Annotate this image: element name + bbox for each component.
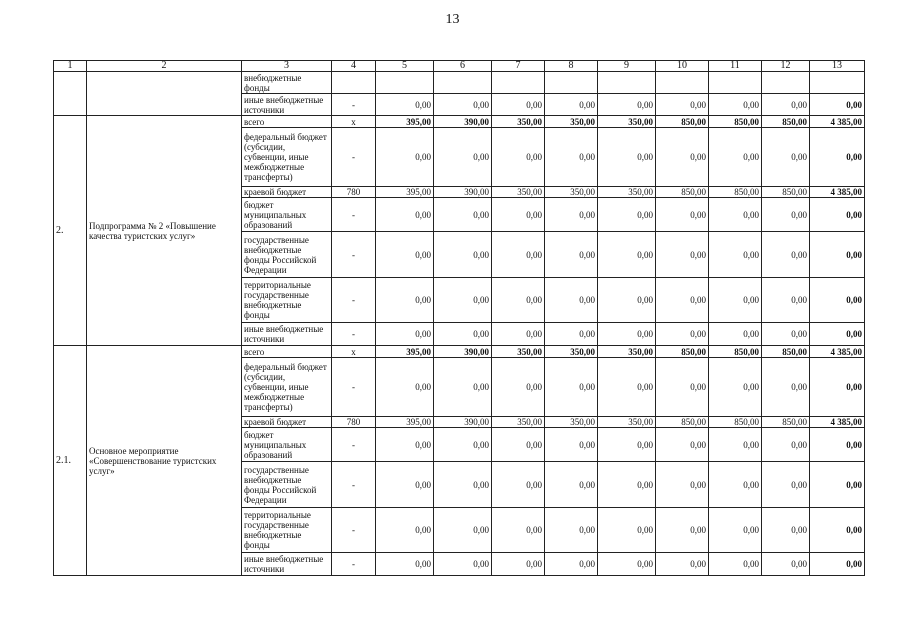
cell-value: 0,00: [434, 358, 492, 417]
cell-value: 0,00: [492, 128, 545, 187]
cell-source: иные внебюджетные источники: [242, 553, 332, 576]
cell-value: 0,00: [545, 428, 598, 462]
cell-source: краевой бюджет: [242, 187, 332, 198]
header-cell: 11: [709, 61, 762, 72]
cell-total: 0,00: [810, 198, 865, 232]
cell-value: 0,00: [709, 232, 762, 278]
cell-value: 0,00: [492, 198, 545, 232]
cell-value: 0,00: [656, 278, 709, 323]
cell-value: 0,00: [762, 128, 810, 187]
cell-value: 0,00: [545, 462, 598, 508]
cell-source: территориальные государственные внебюджетные фонды: [242, 278, 332, 323]
cell-value: 0,00: [545, 232, 598, 278]
cell-value: 0,00: [376, 462, 434, 508]
table-row: [54, 116, 865, 128]
cell-value: 0,00: [709, 462, 762, 508]
cell-value: 0,00: [492, 462, 545, 508]
cell-source: территориальные государственные внебюджетные фонды: [242, 508, 332, 553]
cell-value: 0,00: [492, 508, 545, 553]
cell-name: Основное мероприятие «Совершенствование туристских услуг»: [87, 346, 242, 576]
cell-value: [492, 72, 545, 94]
cell-value: 350,00: [598, 417, 656, 428]
cell-value: 350,00: [492, 116, 545, 128]
cell-value: 850,00: [762, 417, 810, 428]
cell-value: 0,00: [376, 278, 434, 323]
cell-total: 0,00: [810, 128, 865, 187]
cell-code: -: [332, 198, 376, 232]
cell-value: 390,00: [434, 187, 492, 198]
cell-value: 0,00: [545, 358, 598, 417]
cell-value: 0,00: [762, 94, 810, 116]
cell-value: 0,00: [709, 278, 762, 323]
cell-value: 0,00: [709, 358, 762, 417]
cell-source: иные внебюджетные источники: [242, 323, 332, 346]
cell-value: 850,00: [656, 116, 709, 128]
cell-code: -: [332, 323, 376, 346]
cell-value: 0,00: [434, 462, 492, 508]
cell-value: 0,00: [545, 94, 598, 116]
cell-value: 0,00: [434, 428, 492, 462]
cell-value: 0,00: [376, 198, 434, 232]
cell-value: 390,00: [434, 116, 492, 128]
header-cell: 12: [762, 61, 810, 72]
cell-value: 850,00: [762, 187, 810, 198]
cell-value: 0,00: [656, 232, 709, 278]
page-number: 13: [445, 12, 460, 27]
cell-value: 350,00: [545, 116, 598, 128]
cell-value: 850,00: [709, 346, 762, 358]
cell-code: -: [332, 358, 376, 417]
cell-total: 0,00: [810, 428, 865, 462]
cell-value: 0,00: [598, 358, 656, 417]
cell-value: [709, 72, 762, 94]
cell-source: иные внебюджетные источники: [242, 94, 332, 116]
cell-value: 0,00: [545, 508, 598, 553]
cell-value: 0,00: [598, 128, 656, 187]
cell-value: 0,00: [762, 358, 810, 417]
header-cell: 13: [810, 61, 865, 72]
cell-value: 0,00: [762, 278, 810, 323]
cell-code: -: [332, 278, 376, 323]
cell-value: [545, 72, 598, 94]
cell-number: 2.1.: [54, 346, 87, 576]
cell-code: -: [332, 232, 376, 278]
cell-value: 0,00: [709, 428, 762, 462]
cell-value: 350,00: [545, 417, 598, 428]
cell-code: [332, 72, 376, 94]
table-row: [54, 346, 865, 358]
cell-value: 350,00: [598, 187, 656, 198]
header-cell: 2: [87, 61, 242, 72]
cell-value: 0,00: [656, 358, 709, 417]
cell-value: 390,00: [434, 417, 492, 428]
cell-value: [762, 72, 810, 94]
cell-value: 0,00: [492, 358, 545, 417]
cell-total: 4 385,00: [810, 116, 865, 128]
cell-total: [810, 72, 865, 94]
cell-value: 0,00: [598, 508, 656, 553]
cell-value: 350,00: [598, 346, 656, 358]
cell-value: 0,00: [656, 553, 709, 576]
cell-value: 0,00: [376, 323, 434, 346]
cell-value: 0,00: [376, 128, 434, 187]
cell-value: 0,00: [709, 508, 762, 553]
cell-value: 0,00: [434, 508, 492, 553]
cell-value: 350,00: [545, 346, 598, 358]
cell-value: [656, 72, 709, 94]
cell-source: государственные внебюджетные фонды Российской Федерации: [242, 232, 332, 278]
cell-name: Подпрограмма № 2 «Повышение качества туристских услуг»: [87, 116, 242, 346]
cell-value: 0,00: [434, 94, 492, 116]
cell-code: -: [332, 428, 376, 462]
cell-value: 0,00: [598, 232, 656, 278]
cell-value: 395,00: [376, 116, 434, 128]
table-body: [54, 61, 865, 576]
cell-value: 0,00: [434, 323, 492, 346]
cell-value: 0,00: [492, 278, 545, 323]
cell-value: 0,00: [545, 198, 598, 232]
cell-value: 0,00: [656, 462, 709, 508]
cell-value: 0,00: [434, 232, 492, 278]
cell-value: 0,00: [376, 94, 434, 116]
cell-value: 850,00: [656, 346, 709, 358]
cell-value: 0,00: [376, 358, 434, 417]
cell-value: 350,00: [545, 187, 598, 198]
cell-value: 0,00: [762, 553, 810, 576]
cell-value: [434, 72, 492, 94]
cell-value: 0,00: [376, 553, 434, 576]
cell-code: -: [332, 553, 376, 576]
cell-source: всего: [242, 346, 332, 358]
cell-value: 0,00: [709, 553, 762, 576]
cell-code: -: [332, 462, 376, 508]
cell-total: 4 385,00: [810, 187, 865, 198]
cell-value: 0,00: [656, 94, 709, 116]
header-cell: 1: [54, 61, 87, 72]
cell-value: 0,00: [598, 94, 656, 116]
cell-value: 0,00: [434, 128, 492, 187]
cell-value: [598, 72, 656, 94]
cell-value: 0,00: [545, 278, 598, 323]
cell-value: 0,00: [492, 232, 545, 278]
cell-value: 350,00: [492, 417, 545, 428]
cell-value: 0,00: [762, 508, 810, 553]
cell-code: x: [332, 346, 376, 358]
cell-value: 850,00: [709, 187, 762, 198]
cell-code: -: [332, 508, 376, 553]
cell-code: -: [332, 128, 376, 187]
cell-value: 0,00: [656, 198, 709, 232]
cell-value: 0,00: [434, 278, 492, 323]
cell-number: [54, 72, 87, 116]
cell-value: 0,00: [492, 94, 545, 116]
cell-value: 0,00: [709, 94, 762, 116]
cell-value: 850,00: [709, 116, 762, 128]
cell-number: 2.: [54, 116, 87, 346]
cell-value: 0,00: [492, 553, 545, 576]
cell-value: 0,00: [762, 428, 810, 462]
cell-total: 0,00: [810, 94, 865, 116]
cell-source: федеральный бюджет (субсидии, субвенции, иные межбюджетные трансферты): [242, 128, 332, 187]
cell-value: 350,00: [598, 116, 656, 128]
cell-value: 0,00: [598, 278, 656, 323]
cell-code: -: [332, 94, 376, 116]
budget-table: [53, 60, 865, 576]
header-cell: 9: [598, 61, 656, 72]
cell-value: 0,00: [656, 323, 709, 346]
header-cell: 8: [545, 61, 598, 72]
cell-total: 0,00: [810, 323, 865, 346]
cell-value: 850,00: [762, 346, 810, 358]
cell-value: 0,00: [656, 428, 709, 462]
cell-code: 780: [332, 417, 376, 428]
header-cell: 4: [332, 61, 376, 72]
cell-value: 850,00: [762, 116, 810, 128]
cell-value: 0,00: [762, 323, 810, 346]
cell-value: 395,00: [376, 417, 434, 428]
cell-source: бюджет муниципальных образований: [242, 198, 332, 232]
cell-value: 390,00: [434, 346, 492, 358]
cell-total: 4 385,00: [810, 346, 865, 358]
cell-value: 0,00: [762, 462, 810, 508]
cell-value: 0,00: [598, 462, 656, 508]
cell-source: краевой бюджет: [242, 417, 332, 428]
header-cell: 6: [434, 61, 492, 72]
cell-value: 0,00: [709, 128, 762, 187]
cell-value: 0,00: [709, 323, 762, 346]
cell-value: 0,00: [598, 198, 656, 232]
cell-name: [87, 72, 242, 116]
cell-total: 4 385,00: [810, 417, 865, 428]
cell-value: 850,00: [709, 417, 762, 428]
header-cell: 5: [376, 61, 434, 72]
cell-total: 0,00: [810, 232, 865, 278]
cell-value: [376, 72, 434, 94]
cell-source: федеральный бюджет (субсидии, субвенции, иные межбюджетные трансферты): [242, 358, 332, 417]
cell-value: 850,00: [656, 417, 709, 428]
table-row: [54, 72, 865, 94]
cell-value: 0,00: [656, 128, 709, 187]
cell-value: 0,00: [762, 232, 810, 278]
cell-value: 0,00: [656, 508, 709, 553]
cell-value: 0,00: [376, 428, 434, 462]
cell-value: 350,00: [492, 187, 545, 198]
header-cell: 10: [656, 61, 709, 72]
cell-value: 0,00: [598, 428, 656, 462]
cell-source: бюджет муниципальных образований: [242, 428, 332, 462]
cell-value: 850,00: [656, 187, 709, 198]
cell-value: 0,00: [492, 428, 545, 462]
cell-total: 0,00: [810, 553, 865, 576]
cell-value: 0,00: [376, 508, 434, 553]
cell-value: 0,00: [545, 553, 598, 576]
cell-value: 0,00: [434, 553, 492, 576]
header-cell: 7: [492, 61, 545, 72]
cell-value: 395,00: [376, 187, 434, 198]
cell-code: x: [332, 116, 376, 128]
cell-total: 0,00: [810, 278, 865, 323]
cell-source: государственные внебюджетные фонды Российской Федерации: [242, 462, 332, 508]
cell-value: 0,00: [762, 198, 810, 232]
cell-total: 0,00: [810, 508, 865, 553]
cell-value: 0,00: [434, 198, 492, 232]
cell-value: 350,00: [492, 346, 545, 358]
cell-code: 780: [332, 187, 376, 198]
cell-source: внебюджетные фонды: [242, 72, 332, 94]
header-row: [54, 61, 865, 72]
cell-total: 0,00: [810, 358, 865, 417]
header-cell: 3: [242, 61, 332, 72]
cell-value: 0,00: [598, 553, 656, 576]
cell-source: всего: [242, 116, 332, 128]
cell-value: 0,00: [492, 323, 545, 346]
cell-value: 395,00: [376, 346, 434, 358]
cell-value: 0,00: [709, 198, 762, 232]
cell-total: 0,00: [810, 462, 865, 508]
cell-value: 0,00: [376, 232, 434, 278]
cell-value: 0,00: [545, 323, 598, 346]
cell-value: 0,00: [598, 323, 656, 346]
cell-value: 0,00: [545, 128, 598, 187]
